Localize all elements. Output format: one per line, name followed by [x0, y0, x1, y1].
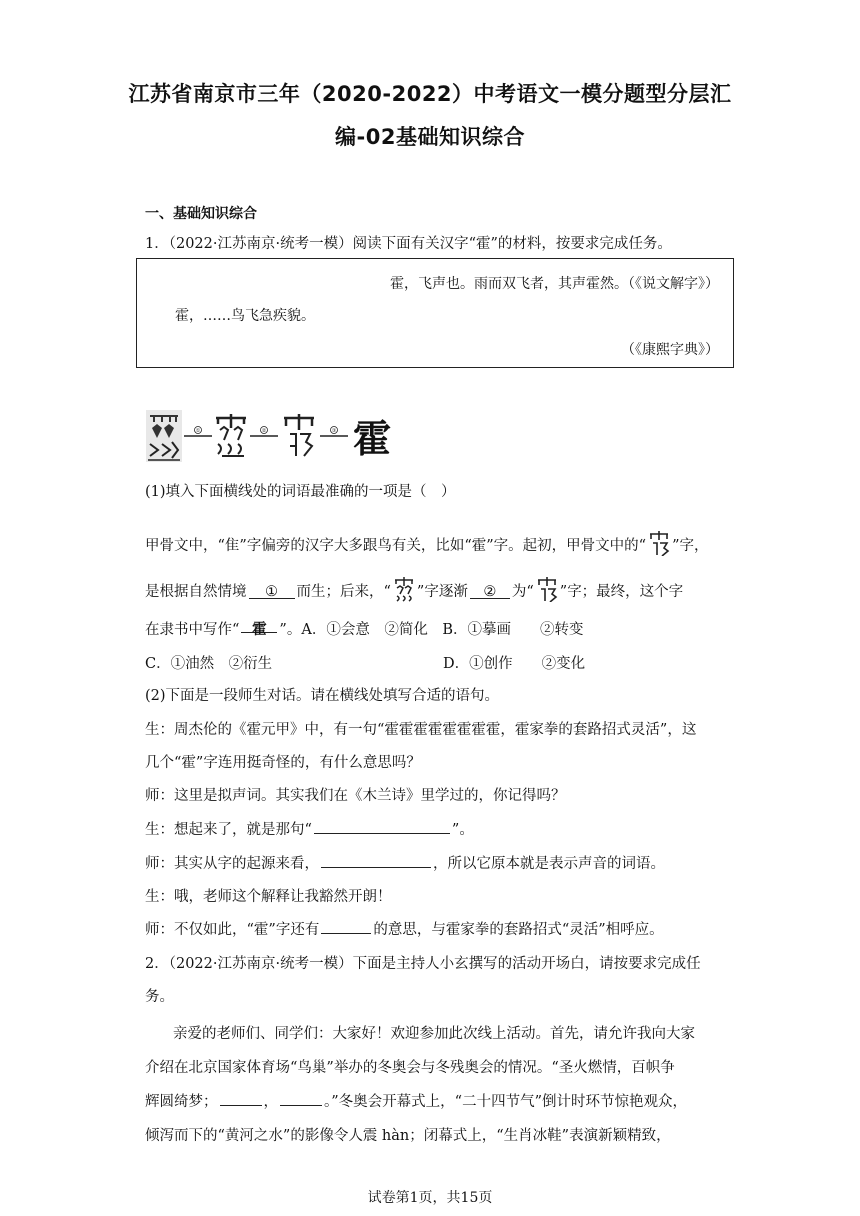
character-evolution-image	[144, 406, 396, 466]
page-footer: 试卷第1页，共15页	[367, 1190, 493, 1206]
quote-box	[136, 258, 734, 368]
dialogue-line-1: 生：周杰伦的《霍元甲》中，有一句“霍霍霍霍霍霍霍霍，霍家拳的套路招式灵活”，这	[145, 722, 697, 738]
q1-stem: 1．（2022·江苏南京·统考一模）阅读下面有关汉字“霍”的材料，按要求完成任务。	[145, 236, 672, 252]
option-c[interactable]: C．①油然 ②衍生	[145, 656, 273, 672]
answer-blank-couplet-1[interactable]	[220, 1091, 262, 1106]
q2-passage-line1: 亲爱的老师们、同学们：大家好！欢迎参加此次线上活动。首先，请允许我向大家	[173, 1026, 695, 1042]
dialogue-line-6: 生：哦，老师这个解释让我豁然开朗！	[145, 889, 392, 905]
q2-passage-line3: 辉圆绮梦； ， 。”冬奥会开幕式上，“二十四节气”倒计时环节惊艳观众，	[145, 1090, 687, 1111]
q1-sub1-line-b: 是根据自然情境 ① 而生；后来，“ ”字逐渐 ② 为“ ”字；最终，这个字	[145, 576, 683, 602]
q2-passage-line4: 倾泻而下的“黄河之水”的影像令人震 hàn；闭幕式上，“生肖冰鞋”表演新颖精致，	[145, 1128, 671, 1144]
blank-1[interactable]: ①	[249, 584, 295, 599]
quote-kangxi-source: （《康熙字典》）	[621, 342, 719, 358]
document-title-line1: 江苏省南京市三年（2020-2022）中考语文一模分题型分层汇	[128, 82, 732, 106]
q1-sub1-line-c: 在隶书中写作“ 霍 ”。A．①会意 ②简化 B．①摹画 ②转变	[145, 618, 583, 639]
q1-sub1-line-a: 甲骨文中，“隹”字偏旁的汉字大多跟鸟有关，比如“霍”字。起初，甲骨文中的“ ”字，	[145, 530, 709, 556]
oracle-bone-glyph	[146, 410, 182, 462]
dialogue-line-2: 几个“霍”字连用挺奇怪的，有什么意思吗？	[145, 755, 421, 771]
q2-stem-line1: 2．（2022·江苏南京·统考一模）下面是主持人小玄撰写的活动开场白，请按要求完成任	[145, 956, 701, 972]
quote-kangxi-text: 霍，……鸟飞急疾貌。	[175, 308, 315, 324]
clerical-script-glyph: 霍	[352, 416, 392, 461]
q2-passage-line2: 介绍在北京国家体育场“鸟巢”举办的冬奥会与冬残奥会的情况。“圣火燃情，百帜争	[145, 1060, 675, 1076]
clerical-glyph-inline: 霍	[241, 618, 277, 633]
blank-2[interactable]: ②	[470, 584, 510, 599]
seal-glyph-icon-2	[536, 576, 558, 602]
seal-script-glyph-1	[216, 414, 246, 456]
section-heading: 一、基础知识综合	[145, 206, 257, 222]
dialogue-line-3: 师：这里是拟声词。其实我们在《木兰诗》里学过的，你记得吗？	[145, 788, 566, 804]
seal-glyph-icon	[648, 530, 670, 556]
seal-script-glyph-2	[284, 414, 314, 456]
dialogue-line-5: 师：其实从字的起源来看， ，所以它原本就是表示声音的词语。	[145, 852, 665, 873]
answer-blank-couplet-2[interactable]	[280, 1091, 322, 1106]
answer-blank-meaning[interactable]	[321, 919, 371, 934]
dialogue-line-4: 生：想起来了，就是那句“ ”。	[145, 818, 474, 839]
option-d[interactable]: D．①创作 ②变化	[443, 656, 586, 672]
document-title-line2: 编-02基础知识综合	[335, 125, 525, 149]
svg-text:②: ②	[261, 428, 267, 434]
svg-text:③: ③	[331, 428, 337, 434]
answer-blank-origin[interactable]	[321, 853, 431, 868]
quote-shuowen: 霍，飞声也。雨而双飞者，其声霍然。（《说文解字》）	[390, 276, 719, 292]
q1-sub1-prompt: (1)填入下面横线处的词语最准确的一项是（ ）	[145, 484, 456, 500]
seal-glyph-rain-icon	[393, 576, 415, 602]
svg-text:①: ①	[195, 428, 201, 434]
q2-stem-line2: 务。	[145, 989, 174, 1005]
answer-blank-mulan[interactable]	[314, 819, 450, 834]
dialogue-line-7: 师：不仅如此，“霍”字还有 的意思，与霍家拳的套路招式“灵活”相呼应。	[145, 918, 664, 939]
q1-sub2-prompt: (2)下面是一段师生对话。请在横线处填写合适的语句。	[145, 688, 500, 704]
